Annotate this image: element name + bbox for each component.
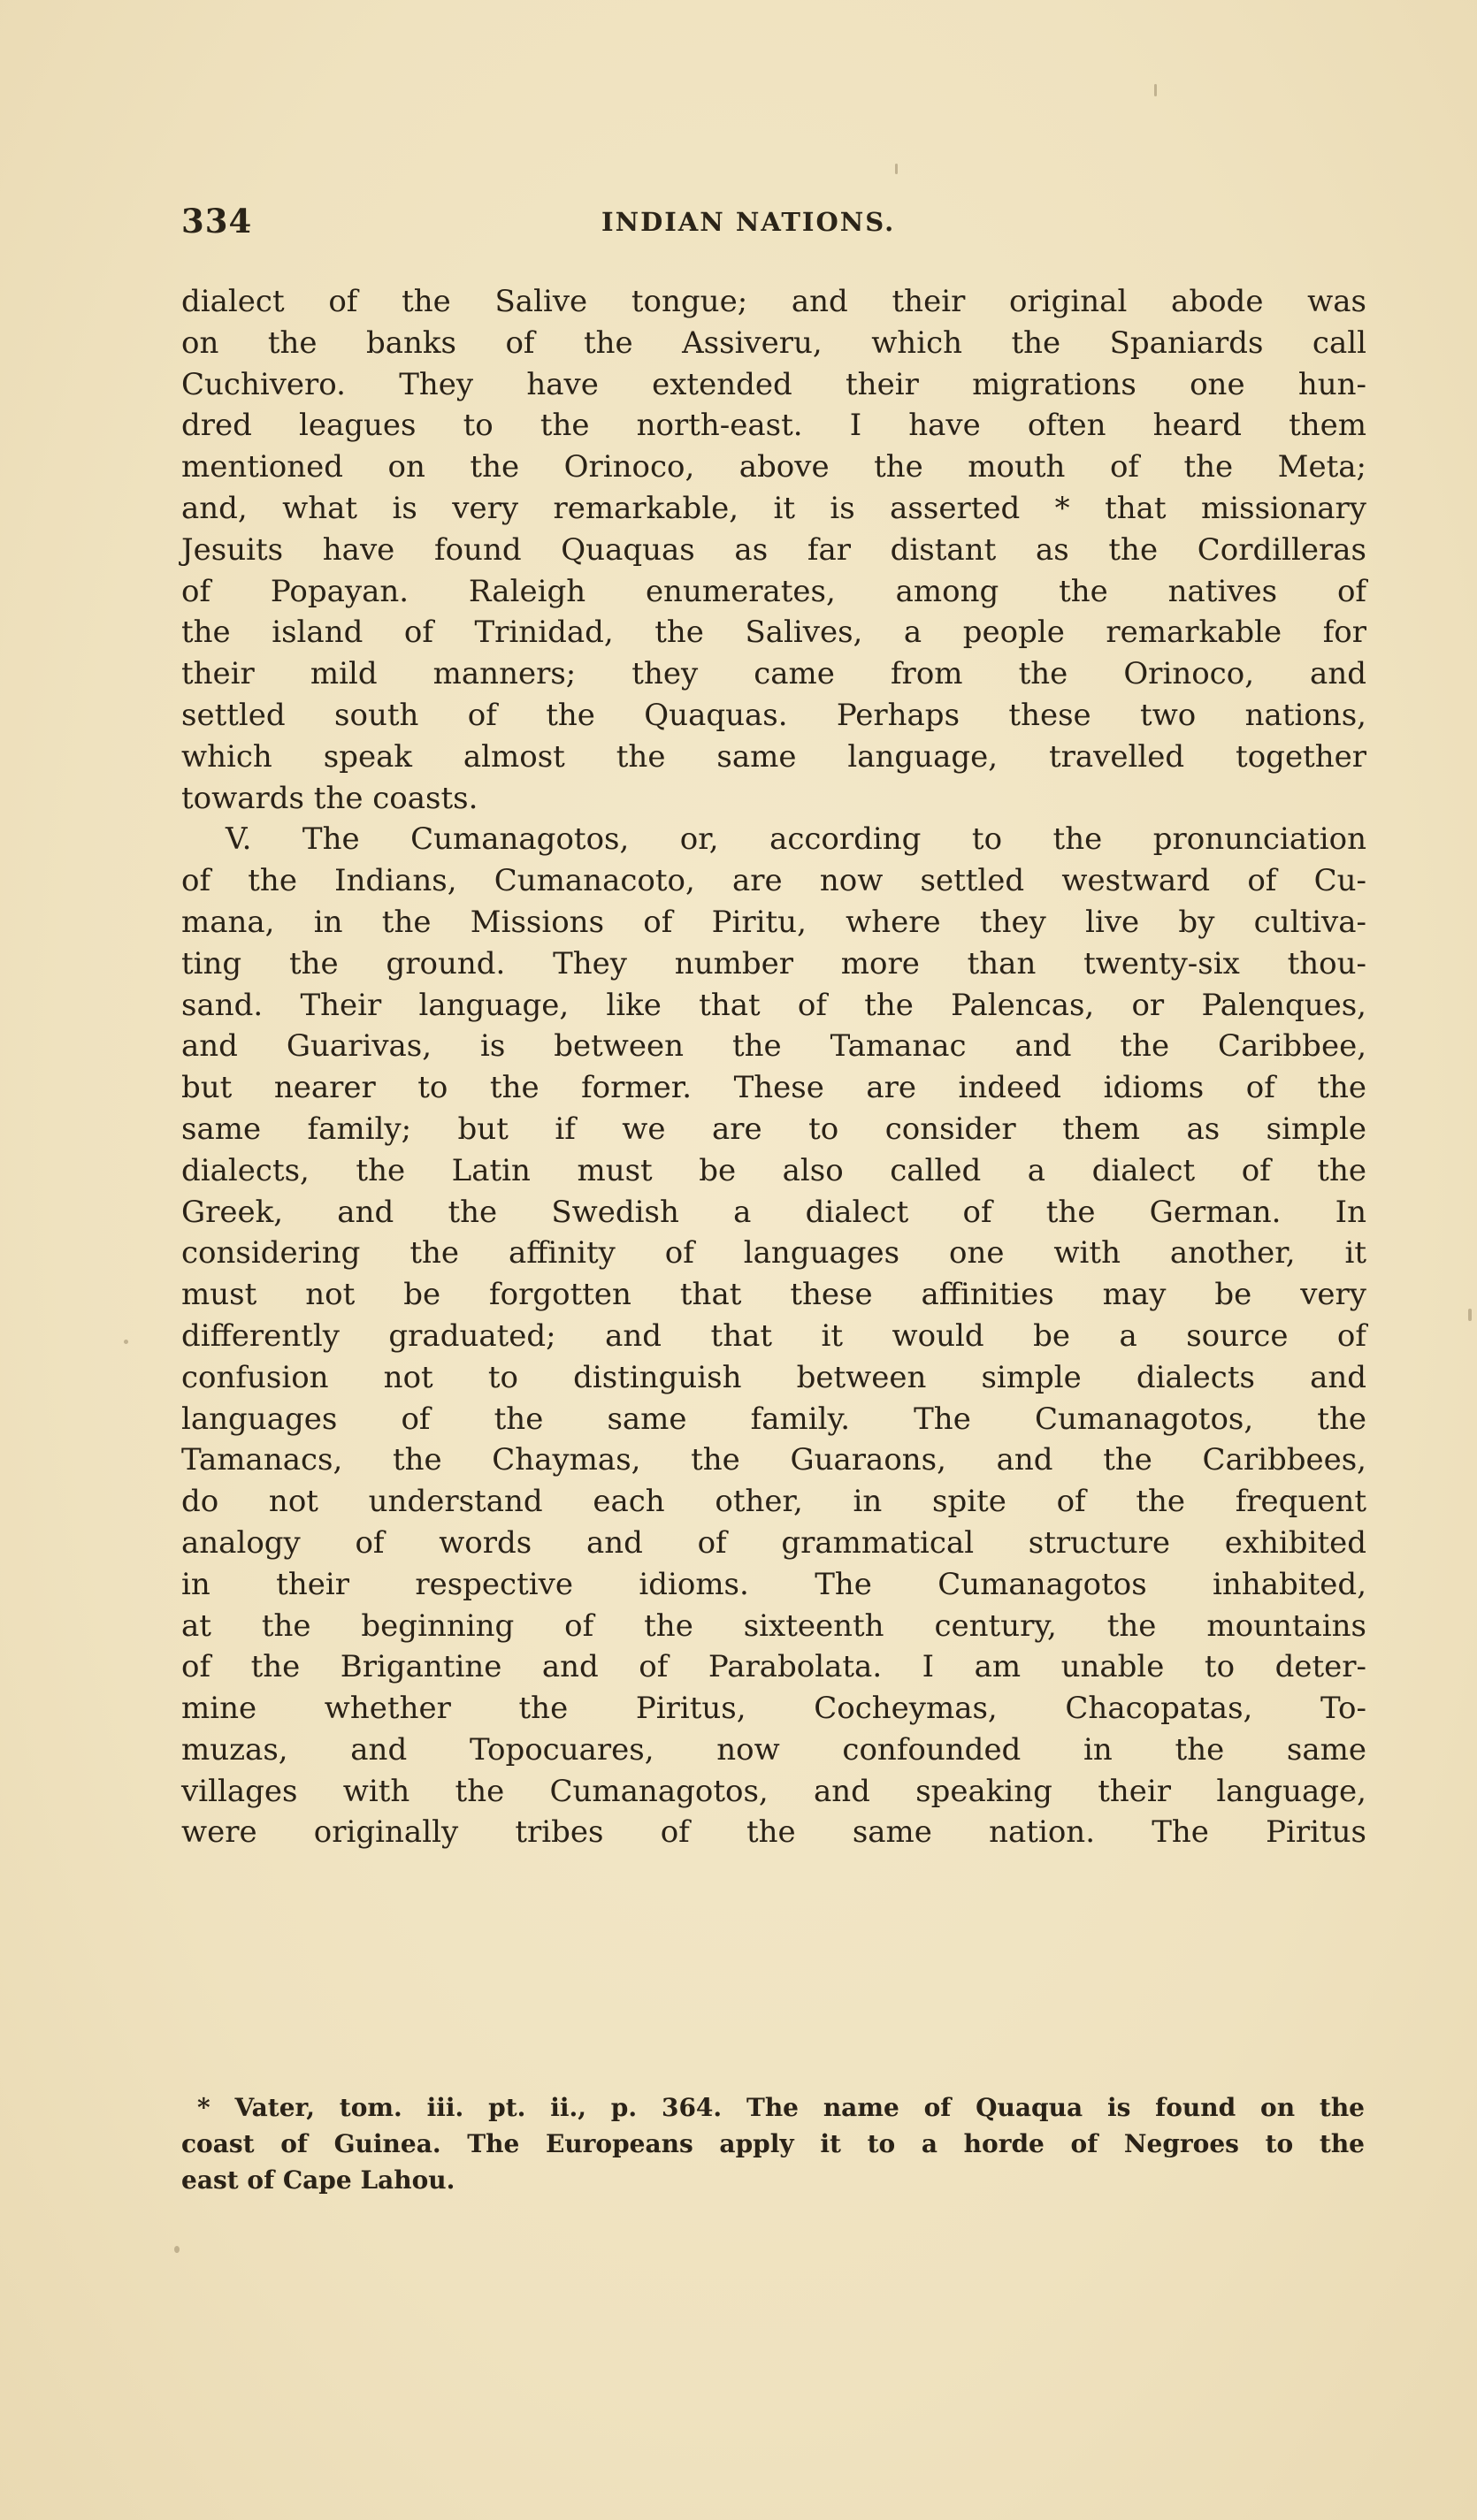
text-line: Tamanacs, the Chaymas, the Guaraons, and the Caribbees, — [181, 1442, 1366, 1478]
footnote-line: coast of Guinea. The Europeans apply it to a horde of Negroes to the — [181, 2129, 1365, 2158]
text-line: V. The Cumanagotos, or, according to the pronunciation — [226, 821, 1366, 858]
text-line: on the banks of the Assiveru, which the Spaniards call — [181, 325, 1366, 361]
page-header — [181, 202, 1362, 255]
text-line: confusion not to distinguish between simple dialects and — [181, 1359, 1366, 1395]
paper-speck — [174, 2246, 180, 2253]
text-line: and Guarivas, is between the Tamanac and the Caribbee, — [181, 1028, 1366, 1065]
text-line: but nearer to the former. These are indeed idioms of the — [181, 1070, 1366, 1106]
text-line: of the Brigantine and of Parabolata. I am unable to deter- — [181, 1649, 1366, 1685]
text-line: dialects, the Latin must be also called a dialect of the — [181, 1152, 1366, 1188]
text-line: the island of Trinidad, the Salives, a people remarkable for — [181, 615, 1366, 651]
text-line: dialect of the Salive tongue; and their original abode was — [181, 284, 1366, 319]
text-line: at the beginning of the sixteenth century, the mountains — [181, 1607, 1366, 1644]
text-line: mine whether the Piritus, Cocheymas, Chacopatas, To- — [181, 1691, 1366, 1727]
text-line: differently graduated; and that it would be a source of — [181, 1317, 1366, 1354]
text-line: their mild manners; they came from the Orinoco, and — [181, 656, 1366, 692]
paper-speck — [124, 1340, 128, 1344]
text-line: dred leagues to the north-east. I have often heard them — [181, 408, 1366, 444]
text-line: were originally tribes of the same nation. The Piritus — [181, 1814, 1366, 1851]
footnote-line: east of Cape Lahou. — [181, 2165, 455, 2195]
text-line: villages with the Cumanagotos, and speaking their language, — [181, 1773, 1366, 1809]
footnote — [181, 2089, 1365, 2198]
text-line: analogy of words and of grammatical structure exhibited — [181, 1524, 1366, 1561]
text-line: mentioned on the Orinoco, above the mouth of the Meta; — [181, 449, 1366, 485]
text-line: Jesuits have found Quaquas as far distant as the Cordilleras — [181, 531, 1366, 568]
text-line: and, what is very remarkable, it is asserted * that missionary — [181, 490, 1366, 526]
text-line: Greek, and the Swedish a dialect of the German. In — [181, 1194, 1366, 1230]
text-line: mana, in the Missions of Piritu, where they live by cultiva- — [181, 904, 1366, 940]
text-line: ting the ground. They number more than twenty-six thou- — [181, 945, 1366, 981]
body-text — [181, 281, 1366, 1853]
page-number: 334 — [181, 202, 253, 241]
text-line: must not be forgotten that these affinities may be very — [181, 1277, 1366, 1313]
text-line: in their respective idioms. The Cumanagotos inhabited, — [181, 1566, 1366, 1602]
running-title: INDIAN NATIONS. — [601, 207, 896, 237]
text-line: do not understand each other, in spite of the frequent — [181, 1484, 1366, 1520]
text-line: muzas, and Topocuares, now confounded in the same — [181, 1731, 1366, 1768]
text-line: of the Indians, Cumanacoto, are now settled westward of Cu- — [181, 863, 1366, 899]
text-line: languages of the same family. The Cumanagotos, the — [181, 1401, 1366, 1437]
text-line: of Popayan. Raleigh enumerates, among the natives of — [181, 573, 1366, 609]
text-line: considering the affinity of languages one with another, it — [181, 1235, 1366, 1271]
text-line: towards the coasts. — [181, 780, 478, 816]
text-line: Cuchivero. They have extended their migrations one hun- — [181, 366, 1366, 402]
text-line: settled south of the Quaquas. Perhaps these two nations, — [181, 697, 1366, 733]
footnote-line: * Vater, tom. iii. pt. ii., p. 364. The name of Quaqua is found on the — [197, 2093, 1365, 2122]
text-line: sand. Their language, like that of the Palencas, or Palenques, — [181, 987, 1366, 1023]
paper-speck — [1154, 84, 1157, 96]
text-line: which speak almost the same language, travelled together — [181, 738, 1366, 775]
paper-speck — [1468, 1309, 1472, 1321]
text-line: same family; but if we are to consider them as simple — [181, 1111, 1366, 1147]
paper-speck — [895, 164, 898, 174]
